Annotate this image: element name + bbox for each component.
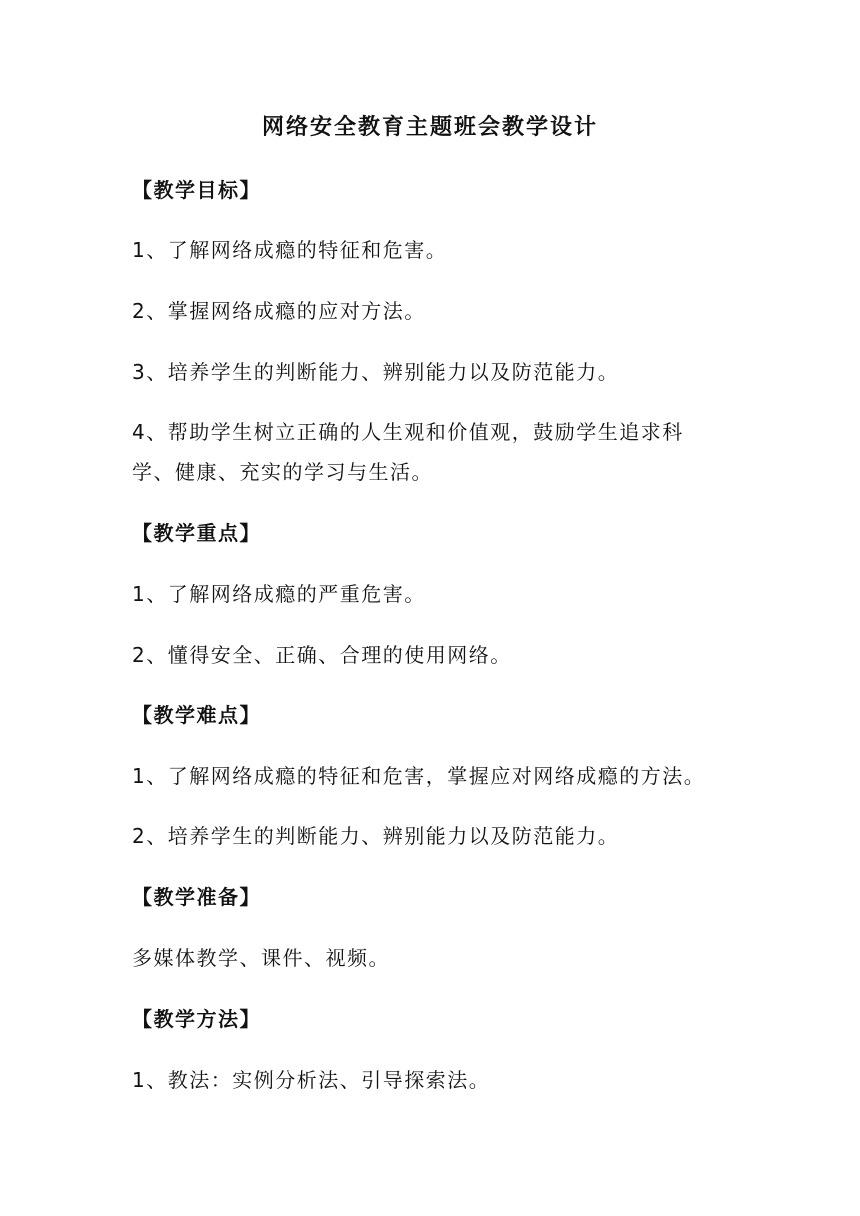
method-item: 1、教法：实例分析法、引导探索法。: [132, 1068, 491, 1092]
section-heading-methods: 【教学方法】: [132, 1007, 261, 1031]
key-point-item: 1、了解网络成瘾的严重危害。: [132, 582, 426, 606]
difficulty-item: 2、培养学生的判断能力、辨别能力以及防范能力。: [132, 824, 620, 848]
goal-item: 3、培养学生的判断能力、辨别能力以及防范能力。: [132, 360, 620, 384]
section-heading-preparation: 【教学准备】: [132, 885, 261, 909]
goal-item: 1、了解网络成瘾的特征和危害。: [132, 238, 448, 262]
document-title: 网络安全教育主题班会教学设计: [261, 115, 598, 140]
section-heading-goals: 【教学目标】: [132, 178, 261, 202]
difficulty-item: 1、了解网络成瘾的特征和危害，掌握应对网络成瘾的方法。: [132, 764, 706, 788]
goal-item-continuation: 学、健康、充实的学习与生活。: [132, 460, 433, 484]
preparation-item: 多媒体教学、课件、视频。: [132, 946, 390, 970]
goal-item: 2、掌握网络成瘾的应对方法。: [132, 299, 426, 323]
goal-item: 4、帮助学生树立正确的人生观和价值观，鼓励学生追求科: [132, 420, 684, 444]
key-point-item: 2、懂得安全、正确、合理的使用网络。: [132, 643, 512, 667]
section-heading-difficulties: 【教学难点】: [132, 703, 261, 727]
section-heading-key-points: 【教学重点】: [132, 521, 261, 545]
